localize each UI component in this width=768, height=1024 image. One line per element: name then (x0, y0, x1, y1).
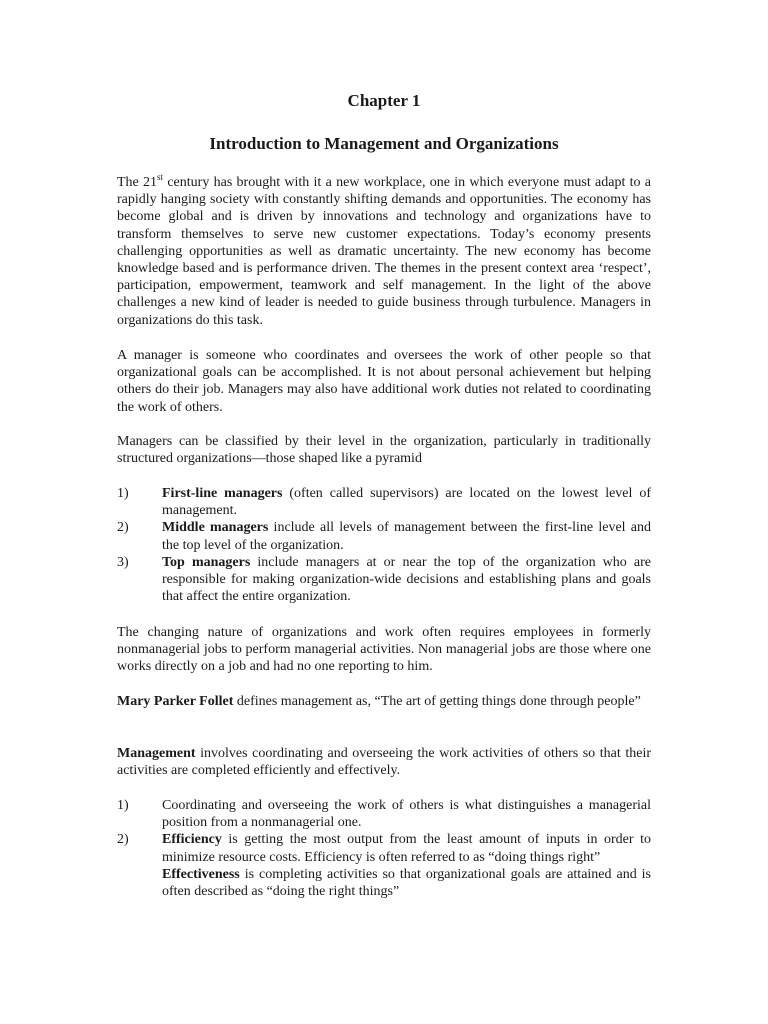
list-term: Efficiency (162, 832, 222, 848)
follet-definition-paragraph (117, 693, 651, 710)
list-text: include all levels of management between the first-line level and the top level of the organization. (162, 520, 651, 553)
list-number: 1) (117, 798, 129, 813)
list-number: 2) (117, 520, 129, 536)
list-item (117, 797, 651, 831)
list-text: include managers at or near the top of the organization who are responsible for making organization-wide decisions and establishing plans and goals that affect the entire organization. (162, 554, 651, 605)
list-text: Coordinating and overseeing the work of others is what distinguishes a managerial position from a nonmanagerial one. (162, 798, 651, 831)
follet-name: Mary Parker Follet (117, 694, 234, 709)
intro-superscript: st (157, 172, 164, 182)
list-item (117, 485, 651, 519)
list-item (117, 519, 651, 553)
list-text: is getting the most output from the least amount of inputs in order to minimize resource costs. Efficiency is often referred to as “doing things right” (162, 832, 651, 865)
manager-definition-paragraph: A manager is someone who coordinates and oversees the work of other people so that organizational goals can be accomplished. It is not about personal achievement but helping others do their job. Managers may also have additional work duties not related to coordinating the work of others. (117, 348, 651, 415)
list-term: First-line managers (162, 486, 283, 501)
list-item (117, 554, 651, 606)
management-definition-paragraph (117, 745, 651, 779)
list-number: 3) (117, 554, 129, 570)
management-text: involves coordinating and overseeing the work activities of others so that their activities are completed efficiently and effectively. (117, 746, 651, 779)
list-term: Middle managers (162, 520, 269, 536)
list-item (117, 831, 651, 900)
chapter-title: Introduction to Management and Organizations (209, 134, 559, 153)
list-term: Effectiveness (162, 866, 240, 882)
list-number: 1) (117, 486, 129, 501)
list-term: Top managers (162, 554, 251, 570)
list-number: 2) (117, 832, 129, 848)
intro-lead: The 21 (117, 175, 158, 190)
management-points-list (117, 797, 651, 900)
changing-nature-paragraph: The changing nature of organizations and work often requires employees in formerly nonmanagerial jobs to perform managerial activities. Non managerial jobs are those where one works directly on a job and had no one reporting to him. (117, 625, 651, 675)
intro-paragraph (117, 174, 651, 329)
intro-rest: century has brought with it a new workplace, one in which everyone must adapt to a rapidly hanging society with constantly shifting demands and opportunities. The economy has become global and is driven by innovations and technology and organizations have to transform themselves to serve new customer expectations. Today’s economy presents challenging opportunities as well as dramatic uncertainty. The new economy has become knowledge based and is performance driven. The themes in the present context area ‘respect’, participation, empowerment, teamwork and self management. In the light of the above challenges a new kind of leader is needed to guide business through turbulence. Managers in organizations do this task. (117, 175, 651, 328)
management-term: Management (117, 746, 196, 761)
manager-levels-list (117, 485, 651, 605)
list-text: (often called supervisors) are located on the lowest level of management. (162, 486, 651, 519)
manager-levels-paragraph: Managers can be classified by their level in the organization, particularly in traditionally structured organizations—those shaped like a pyramid (117, 434, 651, 467)
chapter-label: Chapter 1 (347, 91, 421, 110)
list-text: is completing activities so that organizational goals are attained and is often described as “doing the right things” (162, 866, 651, 900)
follet-text: defines management as, “The art of getting things done through people” (233, 694, 641, 709)
